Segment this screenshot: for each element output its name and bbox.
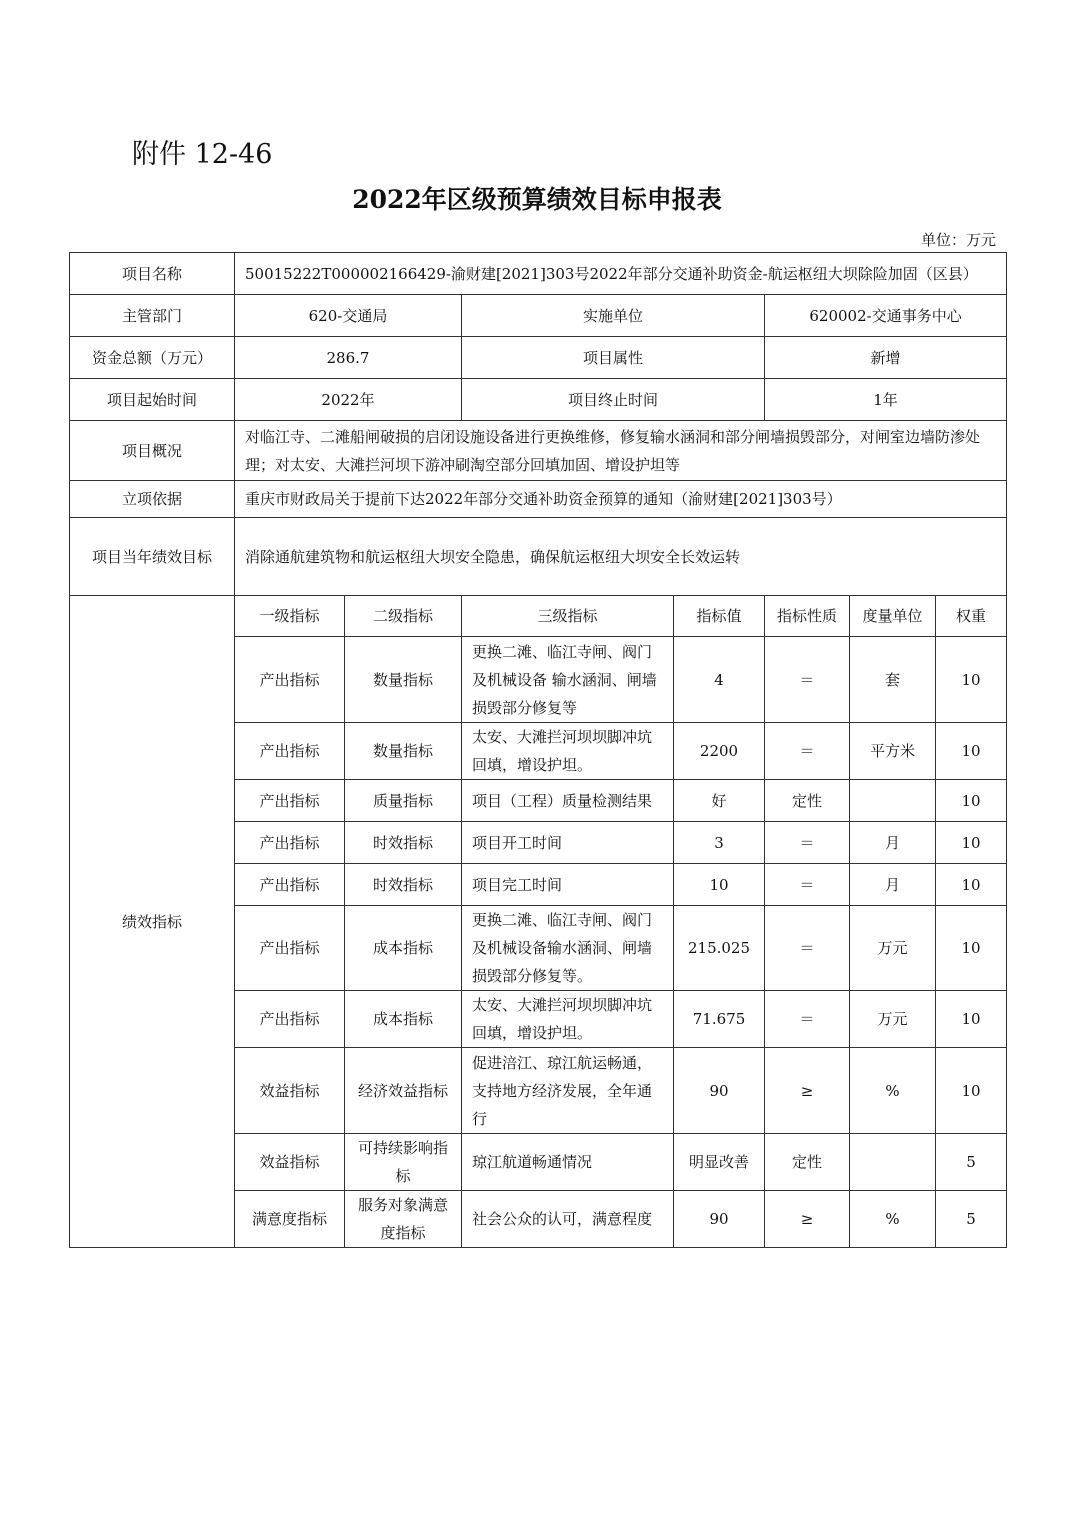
metric-level1: 效益指标: [235, 1134, 345, 1191]
label: 项目概况: [70, 421, 235, 481]
metric-level1: 产出指标: [235, 864, 345, 906]
metric-level3: 更换二滩、临江寺闸、阀门及机械设备 输水涵洞、闸墙损毁部分修复等: [462, 637, 674, 723]
metric-level2: 质量指标: [345, 780, 462, 822]
metric-value: 4: [674, 637, 765, 723]
metric-level2: 时效指标: [345, 822, 462, 864]
metric-level3: 促进涪江、琼江航运畅通，支持地方经济发展，全年通行: [462, 1048, 674, 1134]
metric-level2: 时效指标: [345, 864, 462, 906]
row-fund: [70, 337, 1007, 379]
row-goal: [70, 518, 1007, 596]
label: 立项依据: [70, 481, 235, 518]
metric-level1: 产出指标: [235, 906, 345, 991]
column-header: 权重: [936, 596, 1007, 637]
end-time: 1年: [765, 379, 1007, 421]
metric-level1: 满意度指标: [235, 1191, 345, 1248]
row-time: [70, 379, 1007, 421]
metric-level3: 太安、大滩拦河坝坝脚冲坑回填，增设护坦。: [462, 723, 674, 780]
metric-level2: 经济效益指标: [345, 1048, 462, 1134]
metric-level1: 产出指标: [235, 723, 345, 780]
metric-value: 明显改善: [674, 1134, 765, 1191]
basis: 重庆市财政局关于提前下达2022年部分交通补助资金预算的通知（渝财建[2021]303号）: [235, 481, 1007, 518]
label: 项目名称: [70, 253, 235, 295]
metric-nature: ＝: [765, 991, 850, 1048]
label: 主管部门: [70, 295, 235, 337]
row-basis: [70, 481, 1007, 518]
metric-value: 90: [674, 1191, 765, 1248]
metric-weight: 10: [936, 991, 1007, 1048]
row-project-name: [70, 253, 1007, 295]
metric-nature: ＝: [765, 723, 850, 780]
metric-nature: 定性: [765, 1134, 850, 1191]
page-title: 2022年区级预算绩效目标申报表: [352, 185, 722, 214]
metric-nature: ＝: [765, 906, 850, 991]
metric-level1: 产出指标: [235, 780, 345, 822]
metric-level3: 项目（工程）质量检测结果: [462, 780, 674, 822]
metric-value: 90: [674, 1048, 765, 1134]
label: 项目起始时间: [70, 379, 235, 421]
fund-total: 286.7: [235, 337, 462, 379]
column-header: 一级指标: [235, 596, 345, 637]
metric-value: 3: [674, 822, 765, 864]
metric-unit: %: [850, 1191, 936, 1248]
metric-level1: 产出指标: [235, 991, 345, 1048]
label: 项目当年绩效目标: [70, 518, 235, 596]
metric-nature: 定性: [765, 780, 850, 822]
metric-weight: 10: [936, 906, 1007, 991]
unit-label: 单位：万元: [920, 231, 996, 249]
metric-level3: 更换二滩、临江寺闸、阀门及机械设备输水涵洞、闸墙损毁部分修复等。: [462, 906, 674, 991]
metric-nature: ＝: [765, 864, 850, 906]
goal: 消除通航建筑物和航运枢纽大坝安全隐患，确保航运枢纽大坝安全长效运转: [235, 518, 1007, 596]
column-header: 指标性质: [765, 596, 850, 637]
metric-value: 好: [674, 780, 765, 822]
attachment-number: 附件 12-46: [132, 139, 273, 170]
metric-weight: 5: [936, 1191, 1007, 1248]
metric-level2: 成本指标: [345, 991, 462, 1048]
impl-unit: 620002-交通事务中心: [765, 295, 1007, 337]
metrics-header-row: [70, 596, 1007, 637]
metric-level3: 项目完工时间: [462, 864, 674, 906]
metric-level2: 可持续影响指标: [345, 1134, 462, 1191]
column-header: 指标值: [674, 596, 765, 637]
metric-level3: 太安、大滩拦河坝坝脚冲坑回填，增设护坦。: [462, 991, 674, 1048]
metric-value: 215.025: [674, 906, 765, 991]
metric-unit: 套: [850, 637, 936, 723]
row-overview: [70, 421, 1007, 481]
column-header: 三级指标: [462, 596, 674, 637]
project-name: 50015222T000002166429-渝财建[2021]303号2022年部分交通补助资金-航运枢纽大坝除险加固（区县）: [235, 253, 1007, 295]
metric-nature: ＝: [765, 822, 850, 864]
metric-nature: ＝: [765, 637, 850, 723]
column-header: 二级指标: [345, 596, 462, 637]
column-header: 度量单位: [850, 596, 936, 637]
budget-performance-table: [69, 252, 1007, 1248]
label: 项目终止时间: [462, 379, 765, 421]
metric-level2: 数量指标: [345, 637, 462, 723]
metric-level2: 服务对象满意度指标: [345, 1191, 462, 1248]
metric-level3: 项目开工时间: [462, 822, 674, 864]
metric-value: 71.675: [674, 991, 765, 1048]
metric-level1: 产出指标: [235, 822, 345, 864]
label: 实施单位: [462, 295, 765, 337]
metric-level2: 成本指标: [345, 906, 462, 991]
metric-unit: 万元: [850, 991, 936, 1048]
metric-unit: 月: [850, 822, 936, 864]
metric-level3: 社会公众的认可，满意程度: [462, 1191, 674, 1248]
project-attr: 新增: [765, 337, 1007, 379]
metric-nature: ≥: [765, 1191, 850, 1248]
metric-unit: 平方米: [850, 723, 936, 780]
metric-weight: 10: [936, 723, 1007, 780]
metric-weight: 5: [936, 1134, 1007, 1191]
metrics-section-label: 绩效指标: [70, 596, 235, 1248]
metric-weight: 10: [936, 637, 1007, 723]
metric-weight: 10: [936, 1048, 1007, 1134]
metric-level2: 数量指标: [345, 723, 462, 780]
metric-unit: 万元: [850, 906, 936, 991]
dept: 620-交通局: [235, 295, 462, 337]
metric-weight: 10: [936, 864, 1007, 906]
label: 资金总额（万元）: [70, 337, 235, 379]
metric-level3: 琼江航道畅通情况: [462, 1134, 674, 1191]
metric-value: 10: [674, 864, 765, 906]
label: 项目属性: [462, 337, 765, 379]
row-dept: [70, 295, 1007, 337]
metric-level1: 效益指标: [235, 1048, 345, 1134]
metric-unit: [850, 780, 936, 822]
metric-weight: 10: [936, 780, 1007, 822]
metric-unit: [850, 1134, 936, 1191]
metric-value: 2200: [674, 723, 765, 780]
metric-unit: %: [850, 1048, 936, 1134]
start-time: 2022年: [235, 379, 462, 421]
metric-nature: ≥: [765, 1048, 850, 1134]
metric-weight: 10: [936, 822, 1007, 864]
metric-level1: 产出指标: [235, 637, 345, 723]
overview: 对临江寺、二滩船闸破损的启闭设施设备进行更换维修，修复输水涵洞和部分闸墙损毁部分，对闸室边墙防渗处理；对太安、大滩拦河坝下游冲刷淘空部分回填加固、增设护坦等: [235, 421, 1007, 481]
metric-unit: 月: [850, 864, 936, 906]
